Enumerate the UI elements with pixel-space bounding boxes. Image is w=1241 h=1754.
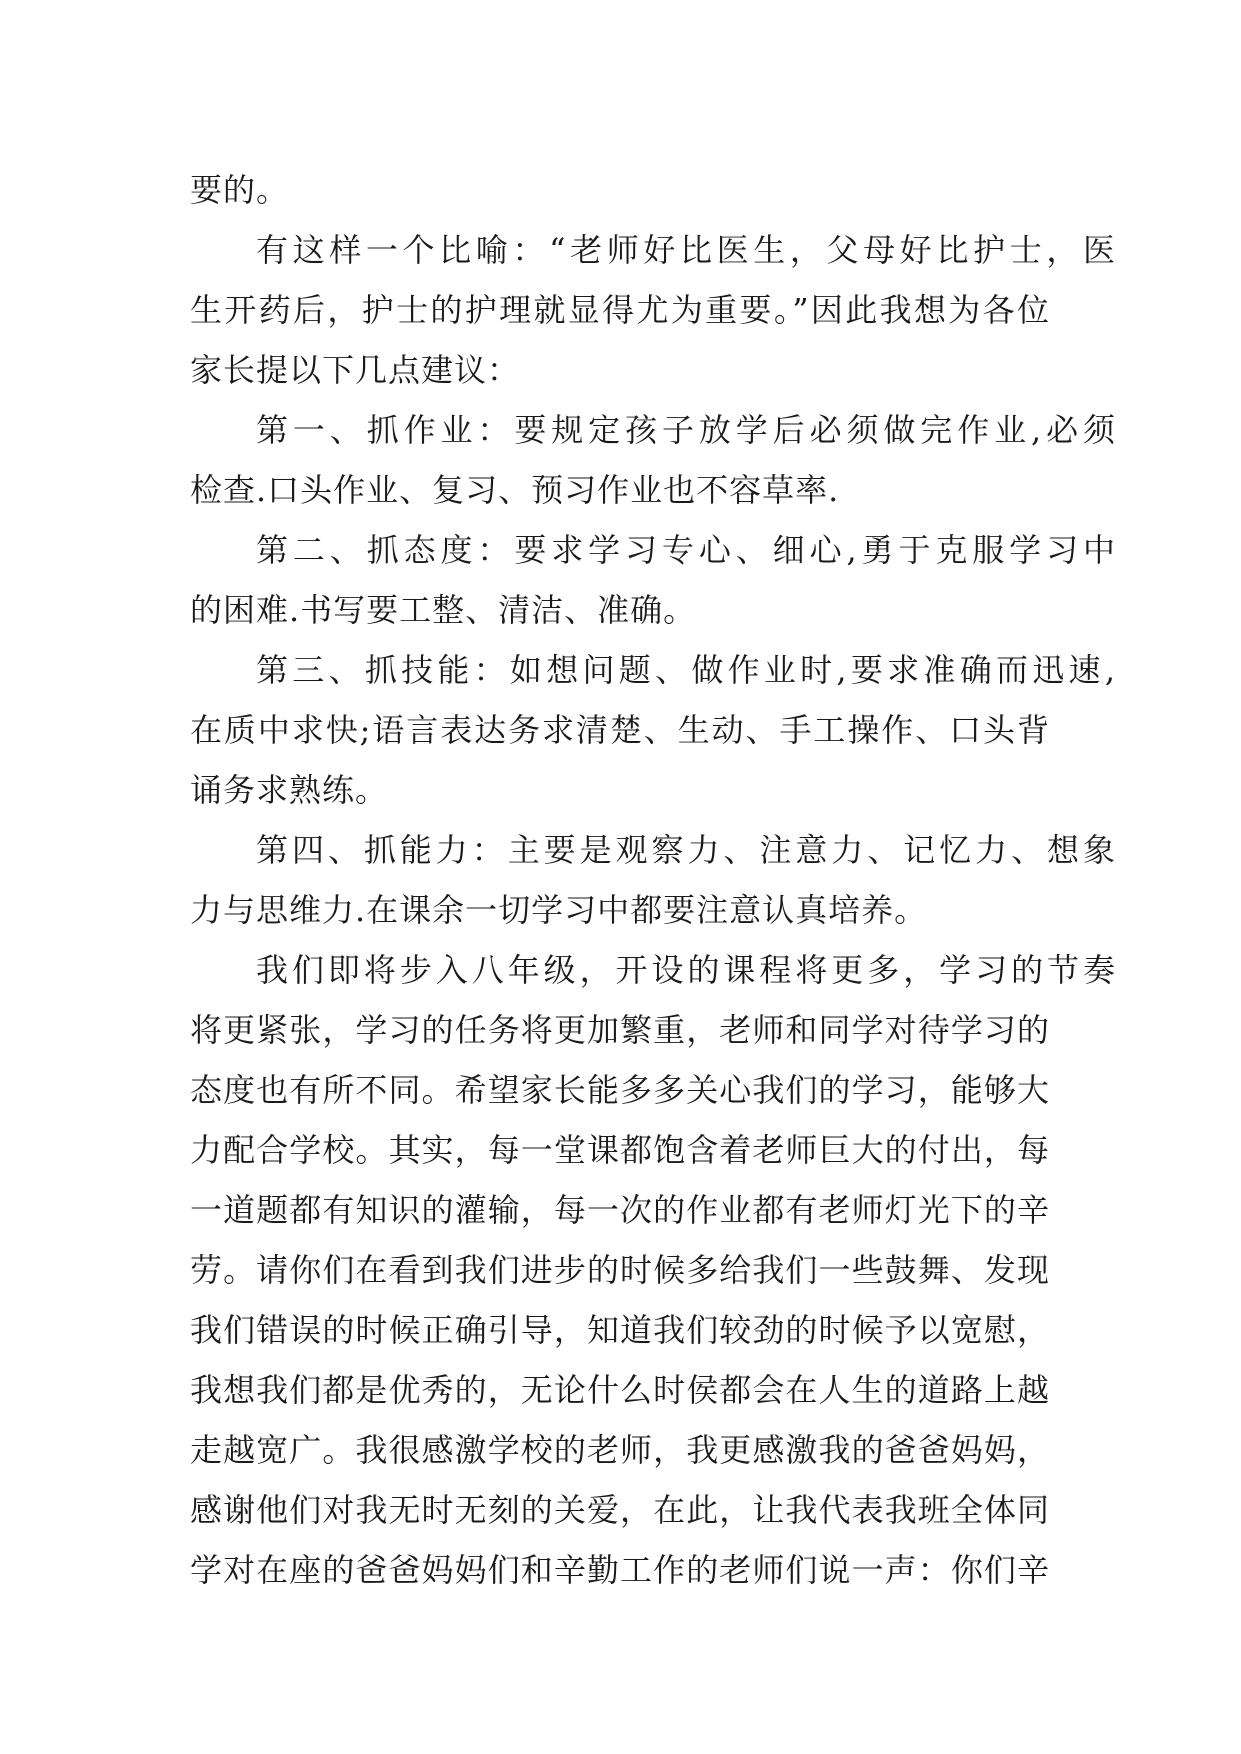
- document-body: [190, 160, 1116, 1600]
- text-line: 第二、抓态度：要求学习专心、细心,勇于克服学习中: [256, 531, 1116, 569]
- text-line: 在质中求快;语言表达务求清楚、生动、手工操作、口头背: [190, 711, 1050, 749]
- text-line: 有这样一个比喻：“老师好比医生，父母好比护士，医: [256, 231, 1116, 269]
- text-line: 学对在座的爸爸妈妈们和辛勤工作的老师们说一声：你们辛: [190, 1551, 1050, 1589]
- text-line: 检查.口头作业、复习、预习作业也不容草率.: [190, 471, 840, 509]
- text-line: 态度也有所不同。希望家长能多多关心我们的学习，能够大: [190, 1071, 1050, 1109]
- text-line: 的困难.书写要工整、清洁、准确。: [190, 591, 697, 629]
- text-line: 走越宽广。我很感激学校的老师，我更感激我的爸爸妈妈，: [190, 1431, 1050, 1469]
- text-line: 我想我们都是优秀的，无论什么时侯都会在人生的道路上越: [190, 1371, 1050, 1409]
- text-line: 力与思维力.在课余一切学习中都要注意认真培养。: [190, 891, 928, 929]
- text-line: 感谢他们对我无时无刻的关爱，在此，让我代表我班全体同: [190, 1491, 1050, 1529]
- text-line: 家长提以下几点建议：: [190, 351, 521, 389]
- text-line: 要的。: [190, 171, 290, 209]
- text-line: 诵务求熟练。: [190, 771, 389, 809]
- text-line: 生开药后，护士的护理就显得尤为重要。”因此我想为各位: [190, 291, 1050, 329]
- text-line: 劳。请你们在看到我们进步的时候多给我们一些鼓舞、发现: [190, 1251, 1050, 1289]
- text-line: 我们即将步入八年级，开设的课程将更多，学习的节奏: [256, 951, 1116, 989]
- text-line: 我们错误的时候正确引导，知道我们较劲的时候予以宽慰，: [190, 1311, 1050, 1349]
- text-line: 一道题都有知识的灌输，每一次的作业都有老师灯光下的辛: [190, 1191, 1050, 1229]
- text-line: 第三、抓技能：如想问题、做作业时,要求准确而迅速,: [256, 651, 1116, 689]
- text-line: 力配合学校。其实，每一堂课都饱含着老师巨大的付出，每: [190, 1131, 1050, 1169]
- text-line: 第四、抓能力：主要是观察力、注意力、记忆力、想象: [256, 831, 1116, 869]
- text-line: 第一、抓作业：要规定孩子放学后必须做完作业,必须: [256, 411, 1116, 449]
- text-line: 将更紧张，学习的任务将更加繁重，老师和同学对待学习的: [190, 1011, 1050, 1049]
